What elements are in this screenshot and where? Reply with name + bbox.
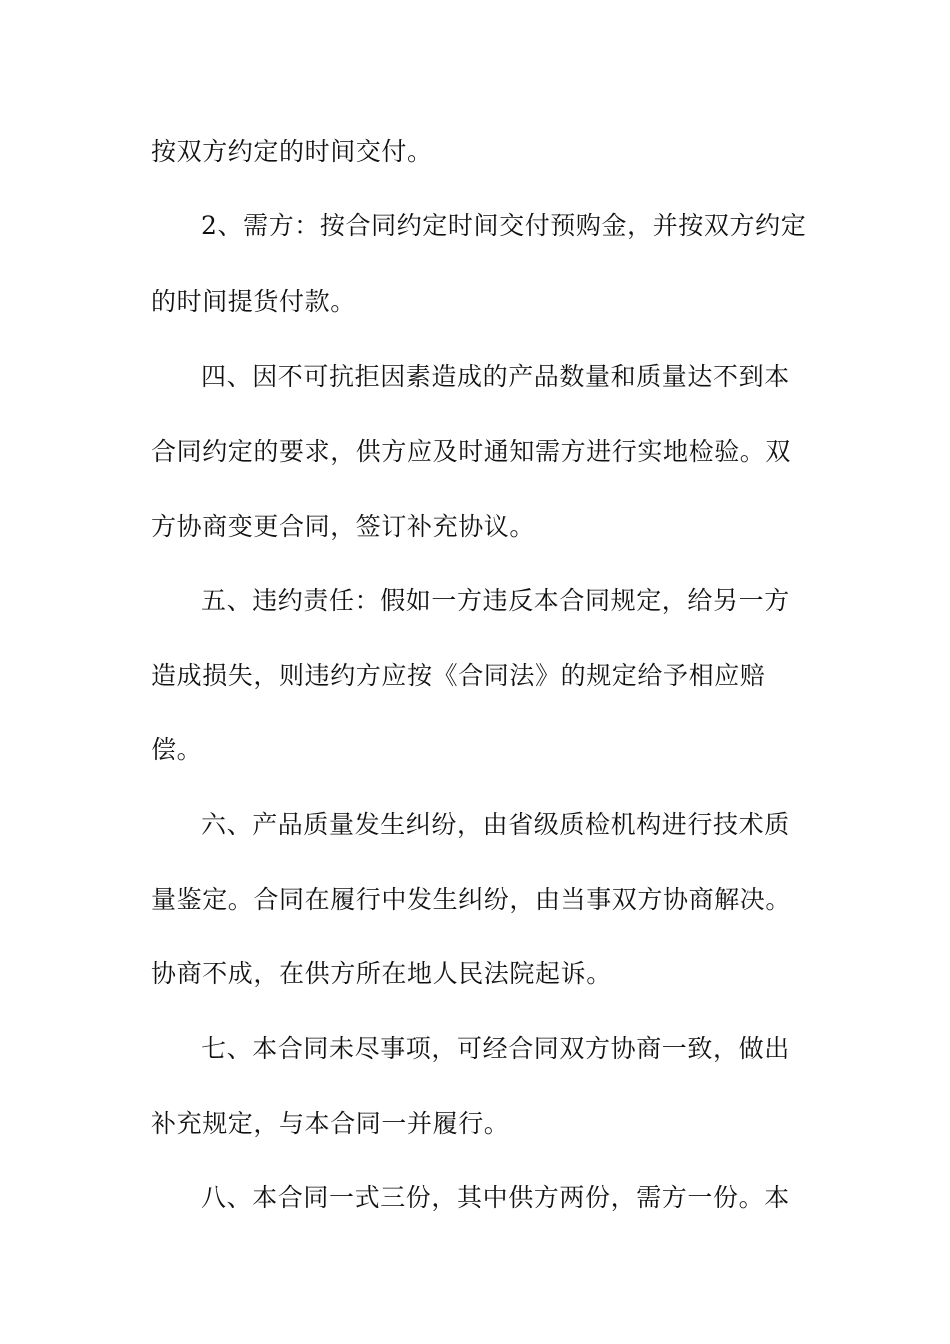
text-line-8: 造成损失，则违约方应按《合同法》的规定给予相应赔 [151, 661, 766, 690]
text-line-11: 量鉴定。合同在履行中发生纠纷，由当事双方协商解决。 [151, 885, 792, 914]
text-line-12: 协商不成，在供方所在地人民法院起诉。 [151, 959, 612, 988]
text-line-7: 五、违约责任：假如一方违反本合同规定，给另一方 [201, 586, 790, 615]
text-line-1: 按双方约定的时间交付。 [151, 137, 433, 166]
text-line-6: 方协商变更合同，签订补充协议。 [151, 512, 536, 541]
text-line-13: 七、本合同未尽事项，可经合同双方协商一致，做出 [201, 1034, 790, 1063]
text-line-4: 四、因不可抗拒因素造成的产品数量和质量达不到本 [201, 362, 790, 391]
text-line-3: 的时间提货付款。 [151, 287, 356, 316]
text-line-2: 2、需方：按合同约定时间交付预购金，并按双方约定 [201, 211, 807, 240]
text-line-14: 补充规定，与本合同一并履行。 [151, 1109, 510, 1138]
text-line-15: 八、本合同一式三份，其中供方两份，需方一份。本 [201, 1183, 790, 1212]
text-line-10: 六、产品质量发生纠纷，由省级质检机构进行技术质 [201, 810, 790, 839]
text-line-5: 合同约定的要求，供方应及时通知需方进行实地检验。双 [151, 437, 792, 466]
text-line-9: 偿。 [151, 735, 203, 764]
